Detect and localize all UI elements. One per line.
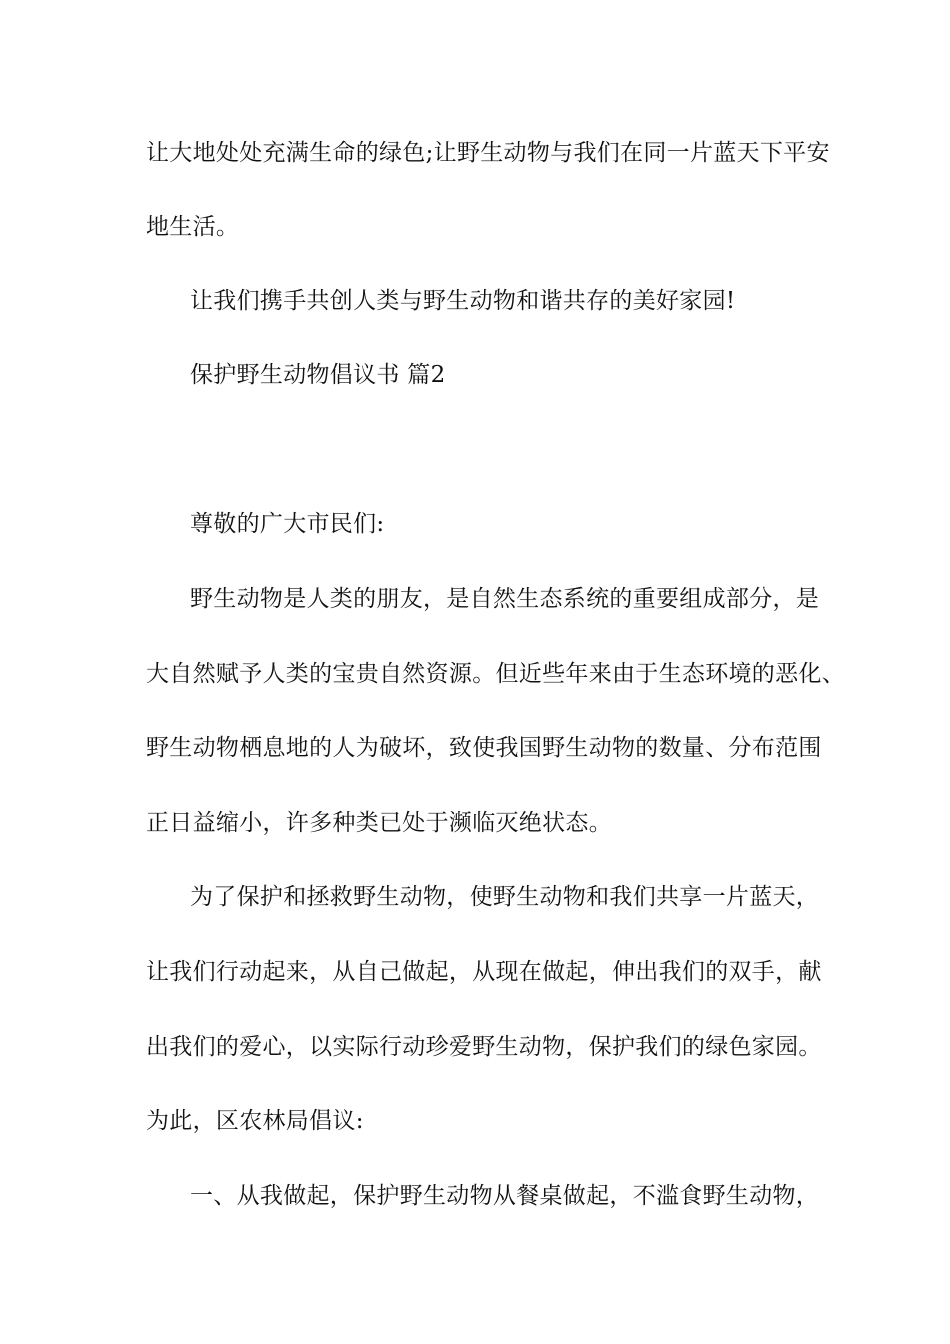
body-text-line: 大自然赋予人类的宝贵自然资源。但近些年来由于生态环境的恶化、 <box>146 661 845 687</box>
body-text-line: 让大地处处充满生命的绿色;让野生动物与我们在同一片蓝天下平安 <box>146 140 830 166</box>
section-heading: 保护野生动物倡议书 篇2 <box>190 362 446 388</box>
body-text-line: 出我们的爱心，以实际行动珍爱野生动物，保护我们的绿色家园。 <box>146 1034 822 1060</box>
body-text-line: 让我们行动起来，从自己做起，从现在做起，伸出我们的双手，献 <box>146 959 822 985</box>
body-text-line: 为了保护和拯救野生动物，使野生动物和我们共享一片蓝天， <box>190 884 820 910</box>
body-text-line: 野生动物栖息地的人为破坏，致使我国野生动物的数量、分布范围 <box>146 735 822 761</box>
body-text-line: 正日益缩小，许多种类已处于濒临灭绝状态。 <box>146 810 612 836</box>
body-text-line: 让我们携手共创人类与野生动物和谐共存的美好家园! <box>190 288 736 314</box>
body-text-line: 为此，区农林局倡议: <box>146 1108 364 1134</box>
body-text-line: 一、从我做起，保护野生动物从餐桌做起，不滥食野生动物， <box>190 1183 820 1209</box>
salutation: 尊敬的广大市民们: <box>190 511 385 537</box>
body-text-line: 野生动物是人类的朋友，是自然生态系统的重要组成部分，是 <box>190 586 820 612</box>
body-text-line: 地生活。 <box>146 214 240 240</box>
